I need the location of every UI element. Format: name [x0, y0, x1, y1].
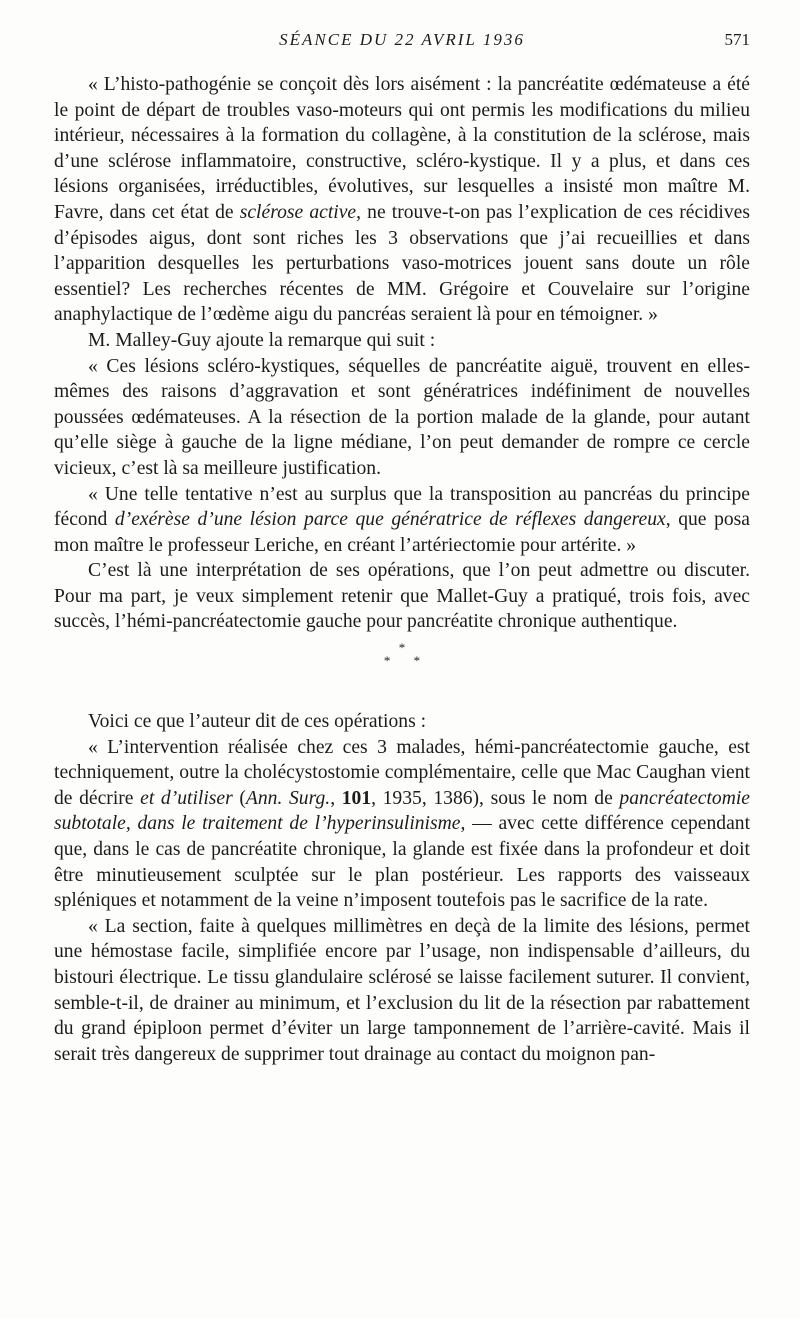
text-span: , — [330, 787, 342, 809]
paragraph-interpretation: C’est là une interprétation de ses opérations, que l’on peut admettre ou discuter. Pour ma part, je veux simplement retenir que Mallet-Guy a pratiqué, trois fois, avec succès, l’hémi-pancréatectomie gauche pour pancréatite chronique authentique. — [54, 560, 750, 633]
text-span: , ne trouve-t-on pas l’explication de ces récidives d’épisodes aigus, dont sont riches les 3 observations que j’ai recueillies et dans l’apparition desquelles les perturbations vaso-motrices jouent sans doute un rôle essentiel? Les recherches récentes de MM. Grégoire et Couvelaire sur l’origine anaphylactique de l’œdème aigu du pancréas seraient là pour en témoigner. » — [54, 201, 750, 326]
paragraph-lesions-scleros: « Ces lésions scléro-kystiques, séquelles de pancréatite aiguë, trouvent en elles-mêmes des raisons d’aggravation et sont génératrices indéfiniment de nouvelles poussées œdémateuses. A la résection de la portion malade de la glande, pour autant qu’elle siège à gauche de la ligne médiane, l’on peut demander de rompre ce cercle vicieux, c’est là sa meilleure justification. — [54, 355, 750, 479]
body-text — [54, 72, 750, 1067]
asterism-bottom: * * — [383, 653, 431, 669]
header-title: SÉANCE DU 22 AVRIL 1936 — [279, 30, 525, 49]
section-separator-asterism — [54, 641, 750, 691]
text-span: « Une telle tentative n’est au surplus que la transposition au pancréas du principe fécond — [54, 483, 750, 531]
page-number: 571 — [724, 30, 750, 49]
paragraph-histopathogenie — [54, 72, 750, 328]
paragraph-intervention — [54, 735, 750, 914]
text-span: « L’histo-pathogénie se conçoit dès lors aisément : la pancréatite œdémateuse a été le point de départ de troubles vaso-moteurs qui ont permis les modifications du milieu intérieur, nécessaires à la formation du collagène, à la constitution de la sclérose, mais d’une sclérose inflammatoire, constructive, scléro-kystique. Il y a plus, et dans ces lésions organisées, irréductibles, évolutives, sur lesquelles a insisté mon maître M. Favre, dans cet état de — [54, 74, 750, 223]
text-span: , 1935, 1386), sous le nom de — [371, 787, 620, 809]
italic-span: sclérose active — [239, 201, 357, 223]
paragraph-malley-guy-intro: M. Malley-Guy ajoute la remarque qui suit : — [88, 329, 436, 351]
italic-span: d’exérèse d’une lésion parce que génératrice de réflexes dangereux — [114, 509, 666, 531]
italic-span: pancréatectomie subtotale, dans le traitement de l’hyperinsulinisme — [54, 787, 750, 835]
bold-span: 101 — [341, 787, 372, 809]
paragraph-section: « La section, faite à quelques millimètres en deçà de la limite des lésions, permet une hémostase facile, simplifiée encore par l’usage, non indispensable d’ailleurs, du bistouri électrique. Le tissu glandulaire sclérosé se laisse facilement suturer. Il convient, semble-t-il, de drainer au minimum, et l’exclusion du lit de la résection par rabattement du grand épiploon permet d’éviter un large tamponnement de l’arrière-cavité. Mais il serait très dangereux de supprimer tout drainage au contact du moignon pan- — [54, 915, 750, 1065]
asterism-top: * — [398, 640, 406, 656]
running-header — [54, 30, 750, 56]
paragraph-voici: Voici ce que l’auteur dit de ces opérations : — [88, 711, 427, 733]
text-span: , que posa mon maître le professeur Leriche, en créant l’artériectomie pour artérite. » — [54, 509, 750, 556]
italic-span: et d’utiliser — [140, 787, 233, 809]
text-span: , — avec cette différence cependant que, dans le cas de pancréatite chronique, la glande est fixée dans la profondeur et doit être minutieusement sculptée sur le plan postérieur. Les rapports des vaisseaux spléniques et notamment de la veine n’imposent toutefois pas le sacrifice de la rate. — [54, 813, 751, 912]
italic-span: Ann. Surg. — [245, 787, 331, 809]
text-span: ( — [232, 787, 246, 809]
paragraph-tentative — [54, 482, 750, 559]
text-span: « L’intervention réalisée chez ces 3 malades, hémi-pancréatectomie gauche, est techniquement, outre la cholécystostomie complémentaire, celle que Mac Caughan vient de décrire — [54, 736, 750, 809]
